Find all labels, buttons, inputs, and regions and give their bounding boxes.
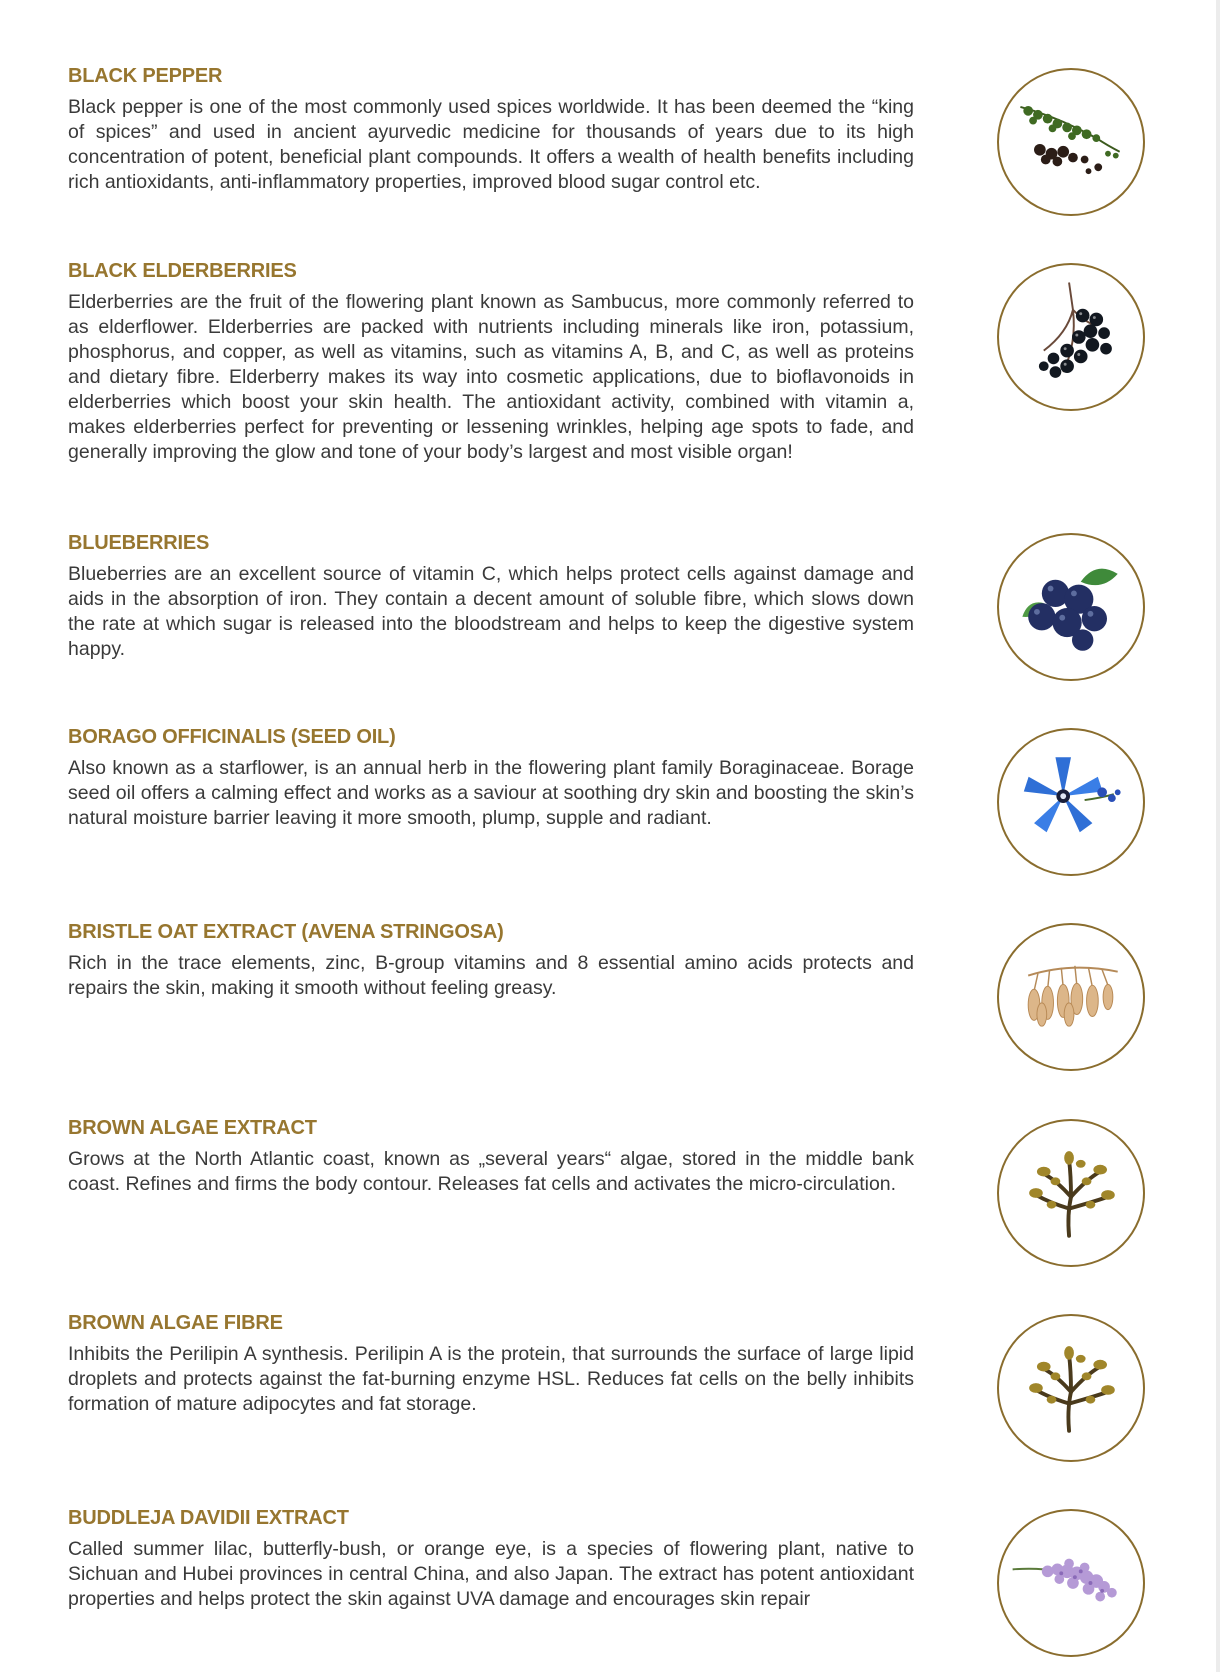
ingredient-description: Grows at the North Atlantic coast, known as „several years“ algae, stored in the middle bank coast. Refines and firms the body contour. Releases fat cells and activates the micro-circulation. (68, 1148, 914, 1195)
ingredient-description: Also known as a starflower, is an annual herb in the flowering plant family Boraginaceae. Borage seed oil offers a calming effect and works as a saviour at soothing dry skin and boosting the skin’s natural moisture barrier leaving it more smooth, plump, supple and radiant. (68, 757, 914, 829)
borage-flower-icon (997, 728, 1145, 876)
ingredient-description: Elderberries are the fruit of the flowering plant known as Sambucus, more commonly referred to as elderflower. Elderberries are packed with nutrients including minerals like iron, potassium, phosphorus, and copper, as well as vitamins, such as vitamins A, B, and C, as well as proteins and dietary fibre. Elderberry makes its way into cosmetic applications, due to bioflavonoids in elderberries which boost your skin health. The antioxidant activity, combined with vitamin a, makes elderberries perfect for preventing or lessening wrinkles, helping age spots to fade, and generally improving the glow and tone of your body’s largest and most visible organ! (68, 291, 914, 463)
ingredient-entry-brown-algae-extract (68, 1116, 914, 1197)
ingredient-description: Called summer lilac, butterfly-bush, or orange eye, is a species of flowering plant, native to Sichuan and Hubei provinces in central China, and also Japan. The extract has potent antioxidant properties and helps protect the skin against UVA damage and encourages skin repair (68, 1538, 914, 1610)
ingredient-title: BRISTLE OAT EXTRACT (AVENA STRINGOSA) (68, 921, 504, 943)
oat-icon (997, 923, 1145, 1071)
ingredient-entry-brown-algae-fibre (68, 1311, 914, 1417)
ingredient-entry-borago-officinalis (68, 725, 914, 831)
ingredient-description: Blueberries are an excellent source of vitamin C, which helps protect cells against damage and aids in the absorption of iron. They contain a decent amount of soluble fibre, which slows down the rate at which sugar is released into the bloodstream and helps to keep the digestive system happy. (68, 563, 914, 660)
ingredient-entry-black-pepper (68, 64, 914, 195)
ingredient-description: Black pepper is one of the most commonly used spices worldwide. It has been deemed the “king of spices” and used in ancient ayurvedic medicine for thousands of years due to its high concentration of potent, beneficial plant compounds. It offers a wealth of health benefits including rich antioxidants, anti-inflammatory properties, improved blood sugar control etc. (68, 96, 914, 193)
ingredient-title: BLUEBERRIES (68, 532, 210, 554)
ingredient-entry-bristle-oat (68, 920, 914, 1001)
ingredient-title: BUDDLEJA DAVIDII EXTRACT (68, 1507, 349, 1529)
ingredient-description: Inhibits the Perilipin A synthesis. Perilipin A is the protein, that surrounds the surface of large lipid droplets and protects against the fat-burning enzyme HSL. Reduces fat cells on the belly inhibits formation of mature adipocytes and fat storage. (68, 1343, 914, 1415)
black-pepper-icon (997, 68, 1145, 216)
brown-algae-icon (997, 1314, 1145, 1462)
elderberries-icon (997, 263, 1145, 411)
blueberries-icon (997, 533, 1145, 681)
ingredient-entry-black-elderberries (68, 259, 914, 465)
buddleja-flower-icon (997, 1509, 1145, 1657)
ingredient-title: BLACK PEPPER (68, 65, 223, 87)
ingredient-title: BORAGO OFFICINALIS (SEED OIL) (68, 726, 396, 748)
brown-algae-icon (997, 1119, 1145, 1267)
ingredient-entry-blueberries (68, 531, 914, 662)
ingredient-entry-buddleja-davidii (68, 1506, 914, 1612)
page-edge (1216, 0, 1220, 1672)
ingredient-title: BROWN ALGAE FIBRE (68, 1312, 283, 1334)
ingredient-title: BLACK ELDERBERRIES (68, 260, 297, 282)
ingredient-title: BROWN ALGAE EXTRACT (68, 1117, 317, 1139)
ingredient-description: Rich in the trace elements, zinc, B-group vitamins and 8 essential amino acids protects and repairs the skin, making it smooth without feeling greasy. (68, 952, 914, 999)
